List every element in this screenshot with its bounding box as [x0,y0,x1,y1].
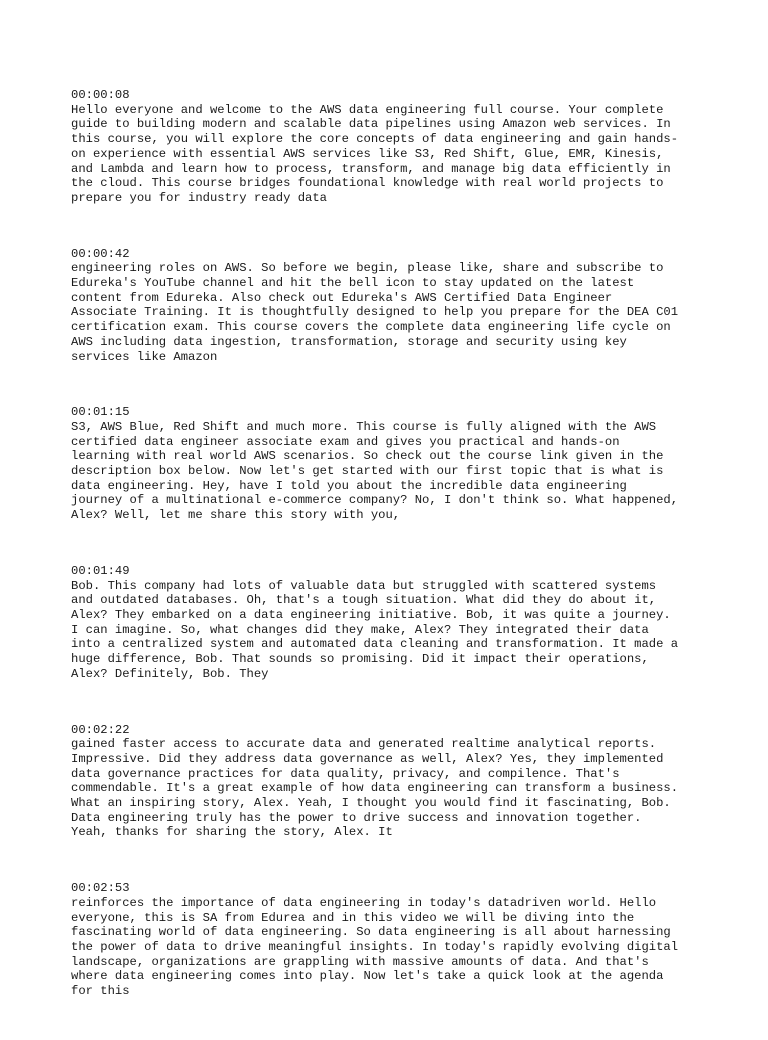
transcript-line: guide to building modern and scalable data pipelines using Amazon web services. In [71,117,671,132]
transcript-line: on experience with essential AWS services like S3, Red Shift, Glue, EMR, Kinesis, [71,146,664,161]
transcript-line: and Lambda and learn how to process, transform, and manage big data efficiently in [71,161,671,176]
transcript-line: this course, you will explore the core concepts of data engineering and gain hands- [71,132,679,147]
segment-timestamp: 00:00:08 [71,88,130,102]
transcript-segment [71,405,711,523]
transcript-line: Edureka's YouTube channel and hit the bell icon to stay updated on the latest [71,276,635,291]
transcript-line: and outdated databases. Oh, that's a tough situation. What did they do about it, [71,593,657,608]
transcript-page [71,88,711,1040]
transcript-line: the cloud. This course bridges foundational knowledge with real world projects to [71,176,664,191]
transcript-line: everyone, this is SA from Edurea and in this video we will be diving into the [71,910,635,925]
transcript-line: into a centralized system and automated data cleaning and transformation. It made a [71,637,679,652]
transcript-line: description box below. Now let's get started with our first topic that is what is [71,464,664,479]
transcript-line: S3, AWS Blue, Red Shift and much more. This course is fully aligned with the AWS [71,419,657,434]
transcript-line: engineering roles on AWS. So before we begin, please like, share and subscribe to [71,261,664,276]
transcript-segment [71,723,711,841]
transcript-line: Alex? Well, let me share this story with you, [71,508,401,523]
transcript-line: commendable. It's a great example of how data engineering can transform a business. [71,781,679,796]
transcript-line: learning with real world AWS scenarios. So check out the course link given in the [71,449,664,464]
transcript-line: gained faster access to accurate data and generated realtime analytical reports. [71,737,657,752]
transcript-line: Associate Training. It is thoughtfully designed to help you prepare for the DEA C01 [71,305,679,320]
transcript-segment [71,881,711,999]
segment-timestamp: 00:01:49 [71,563,130,578]
transcript-line: AWS including data ingestion, transformation, storage and security using key [71,334,627,349]
transcript-line: certified data engineer associate exam and gives you practical and hands-on [71,434,620,449]
transcript-line: What an inspiring story, Alex. Yeah, I thought you would find it fascinating, Bob. [71,796,671,811]
transcript-line: services like Amazon [71,349,218,364]
transcript-line: Yeah, thanks for sharing the story, Alex. It [71,825,393,840]
segment-timestamp: 00:02:22 [71,722,130,737]
transcript-line: data governance practices for data quality, privacy, and compilence. That's [71,766,620,781]
transcript-line: where data engineering comes into play. Now let's take a quick look at the agenda [71,969,664,984]
segment-timestamp: 00:00:42 [71,246,130,261]
transcript-line: journey of a multinational e-commerce company? No, I don't think so. What happened, [71,493,679,508]
transcript-line: reinforces the importance of data engineering in today's datadriven world. Hello [71,895,657,910]
transcript-segment [71,88,711,206]
transcript-line: fascinating world of data engineering. So data engineering is all about harnessing [71,925,671,940]
transcript-line: I can imagine. So, what changes did they make, Alex? They integrated their data [71,622,649,637]
segment-timestamp: 00:02:53 [71,881,130,896]
transcript-line: prepare you for industry ready data [71,190,327,205]
transcript-line: certification exam. This course covers the complete data engineering life cycle on [71,320,671,335]
transcript-line: Bob. This company had lots of valuable data but struggled with scattered systems [71,578,657,593]
segment-timestamp: 00:01:15 [71,405,130,420]
transcript-line: for this [71,984,130,999]
transcript-line: Data engineering truly has the power to drive success and innovation together. [71,810,642,825]
transcript-line: huge difference, Bob. That sounds so promising. Did it impact their operations, [71,652,649,667]
transcript-line: Alex? They embarked on a data engineering initiative. Bob, it was quite a journey. [71,607,671,622]
transcript-line: Alex? Definitely, Bob. They [71,666,269,681]
transcript-line: the power of data to drive meaningful insights. In today's rapidly evolving digital [71,939,679,954]
transcript-line: Impressive. Did they address data governance as well, Alex? Yes, they implemented [71,751,664,766]
transcript-line: content from Edureka. Also check out Edureka's AWS Certified Data Engineer [71,290,613,305]
transcript-segment [71,564,711,682]
transcript-line: data engineering. Hey, have I told you about the incredible data engineering [71,478,627,493]
transcript-line: Hello everyone and welcome to the AWS data engineering full course. Your complete [71,102,664,117]
transcript-segment [71,247,711,365]
transcript-line: landscape, organizations are grappling with massive amounts of data. And that's [71,954,649,969]
